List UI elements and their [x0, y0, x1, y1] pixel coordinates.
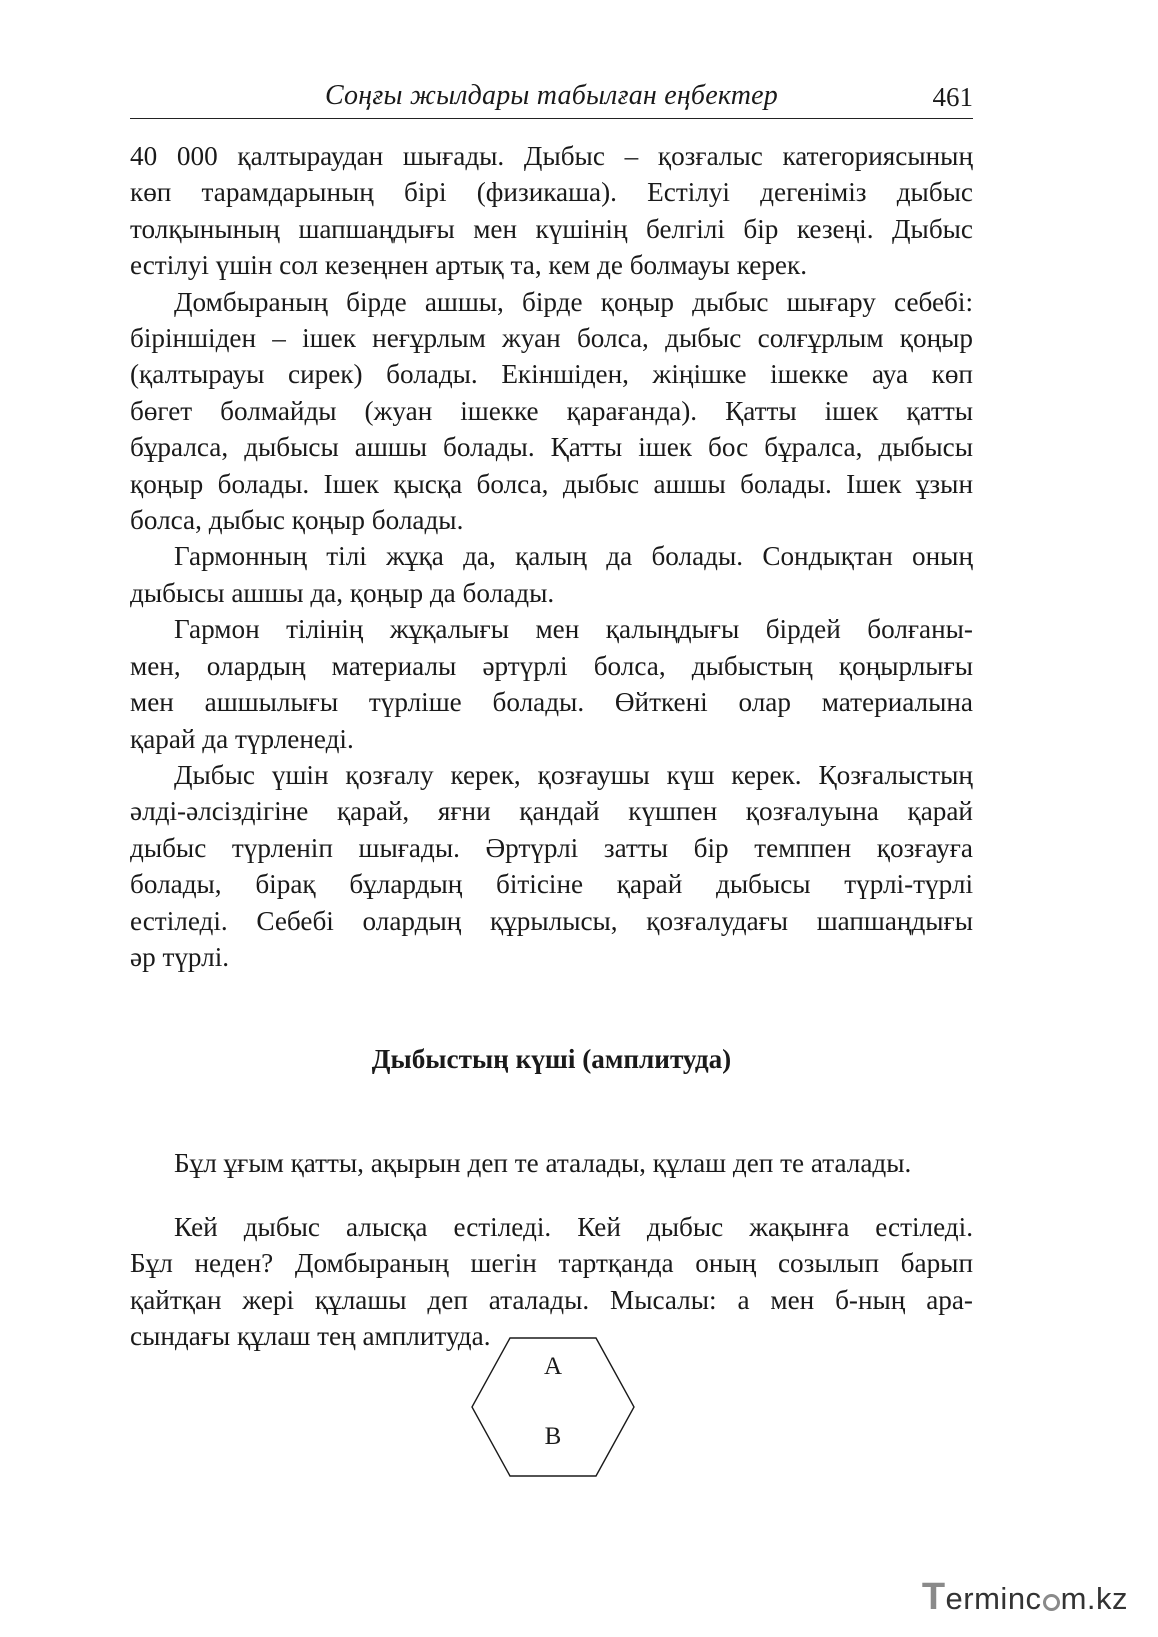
text-line: 40 000 қалтыраудан шығады. Дыбыс – қозғалыс категориясының	[130, 141, 973, 171]
magnifier-icon	[1043, 1594, 1060, 1611]
text-line: Гармонның тілі жұқа да, қалың да болады. Сондықтан оның	[174, 541, 973, 572]
paragraph	[130, 538, 973, 611]
text-line: қоңыр болады. Ішек қысқа болса, дыбыс ашшы болады. Ішек ұзын	[130, 468, 973, 499]
running-head	[130, 78, 973, 119]
paragraph	[130, 284, 973, 539]
watermark-prefix: T	[921, 1576, 946, 1618]
hexagon-diagram	[470, 1336, 636, 1478]
section-heading: Дыбыстың күші (амплитуда)	[371, 1044, 732, 1074]
text-line: дыбыс түрленіп шығады. Әртүрлі затты бір темппен қозғауға	[130, 832, 973, 863]
label-b: B	[544, 1423, 562, 1450]
text-line: біріншіден – ішек неғұрлым жуан болса, дыбыс солғұрлым қоңыр	[130, 323, 973, 354]
text-line: Бұл неден? Домбыраның шегін тартқанда оның созылып барып	[130, 1248, 973, 1279]
running-title: Соңғы жылдары табылған еңбектер	[324, 80, 779, 111]
text-line: әр түрлі.	[130, 941, 230, 972]
text-line: мен ашшылығы түрліше болады. Өйткені олар материалына	[130, 687, 973, 718]
paragraph	[130, 1145, 973, 1181]
text-line: Домбыраның бірде ашшы, бірде қоңыр дыбыс шығару себебі:	[174, 286, 973, 317]
paragraph	[130, 138, 973, 284]
text-line: мен, олардың материалы әртүрлі болса, дыбыстың қоңырлығы	[130, 650, 973, 681]
text-line: Бұл ұғым қатты, ақырын деп те аталады, құлаш деп те аталады.	[174, 1148, 912, 1179]
text-line: Дыбыс үшін қозғалу керек, қозғаушы күш керек. Қозғалыстың	[174, 759, 973, 790]
paragraph	[130, 611, 973, 757]
text-line: (қалтырауы сирек) болады. Екіншіден, жіңішке ішекке ауа көп	[130, 359, 973, 390]
label-a: A	[543, 1353, 563, 1380]
text-line: толқынының шапшаңдығы мен күшінің белгілі бір кезеңі. Дыбыс	[130, 213, 973, 244]
text-line: әлді-әлсіздігіне қарай, яғни қандай күшпен қозғалуына қарай	[130, 796, 973, 827]
paragraph	[130, 1209, 973, 1355]
hexagon-svg	[470, 1336, 636, 1478]
body-text	[130, 138, 973, 975]
text-line: бұралса, дыбысы ашшы болады. Қатты ішек бос бұралса, дыбысы	[130, 432, 973, 463]
paragraph	[130, 757, 973, 975]
text-line: қарай да түрленеді.	[130, 723, 354, 754]
text-line: дыбысы ашшы да, қоңыр да болады.	[130, 577, 555, 608]
text-line: Кей дыбыс алысқа естіледі. Кей дыбыс жақынға естіледі.	[174, 1211, 973, 1242]
page-number: 461	[932, 82, 973, 112]
text-line: естіледі. Себебі олардың құрылысы, қозғалудағы шапшаңдығы	[130, 905, 973, 936]
watermark-logo	[922, 1576, 1128, 1619]
text-line: көп тарамдарының бірі (физикаша). Естілуі дегеніміз дыбыс	[130, 177, 973, 208]
text-line: қайтқан жері құлашы деп аталады. Мысалы: а мен б-ның ара-	[130, 1284, 973, 1315]
text-line: болады, бірақ бұлардың бітісіне қарай дыбысы түрлі-түрлі	[130, 869, 973, 900]
text-line: сындағы құлаш тең амплитуда.	[130, 1321, 491, 1351]
text-line: бөгет болмайды (жуан ішекке қарағанда). Қатты ішек қатты	[130, 395, 973, 426]
watermark-suffix: m.kz	[1060, 1581, 1128, 1616]
text-line: болса, дыбыс қоңыр болады.	[130, 505, 464, 536]
text-line: Гармон тілінің жұқалығы мен қалыңдығы бірдей болғаны-	[174, 614, 973, 645]
text-line: естілуі үшін сол кезеңнен артық та, кем де болмауы керек.	[130, 250, 807, 281]
watermark-middle: erminc	[945, 1581, 1042, 1616]
